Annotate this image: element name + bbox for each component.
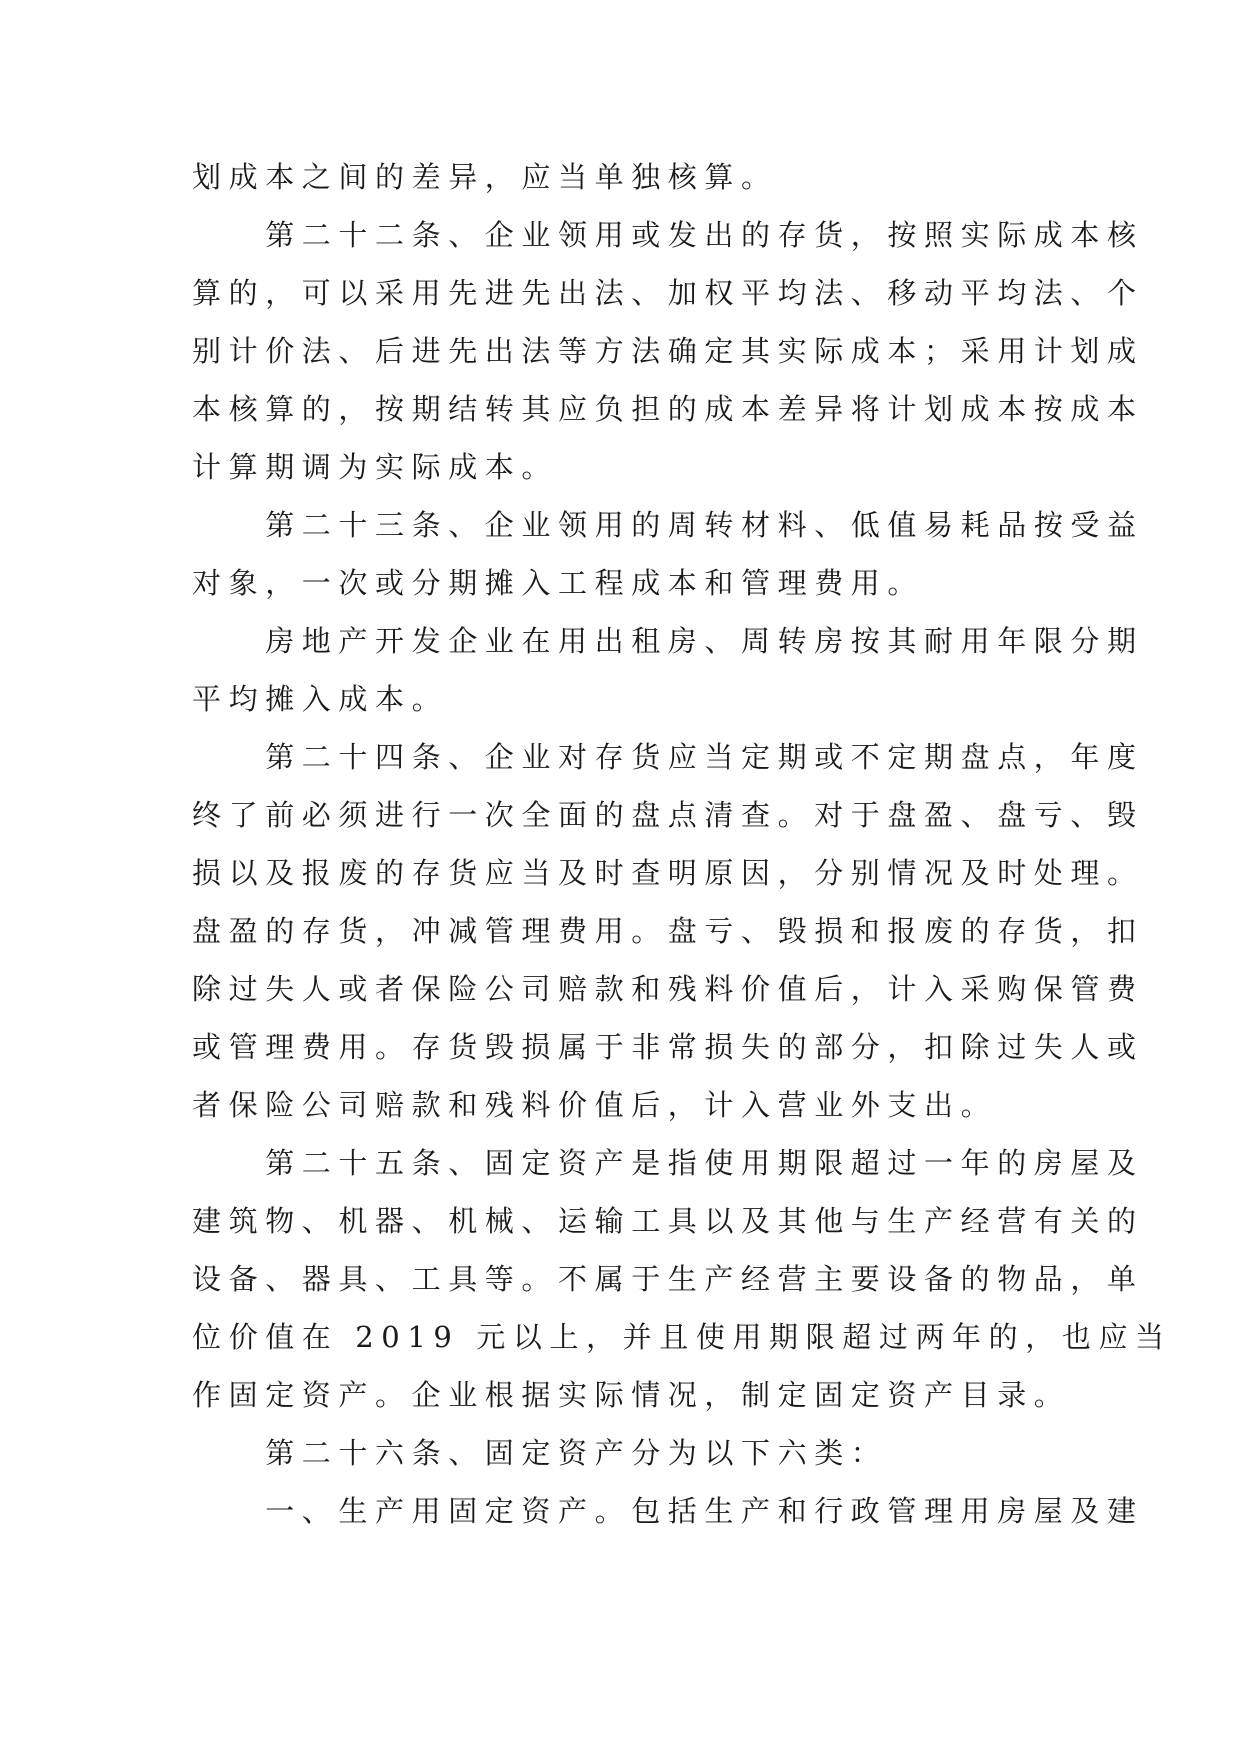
text-line: 平均摊入成本。	[192, 682, 449, 716]
text-line: 盘盈的存货，冲减管理费用。盘亏、毁损和报废的存货，扣	[192, 914, 1144, 948]
text-line: 算的，可以采用先进先出法、加权平均法、移动平均法、个	[192, 276, 1144, 310]
text-line: 建筑物、机器、机械、运输工具以及其他与生产经营有关的	[192, 1204, 1144, 1238]
text-line: 终了前必须进行一次全面的盘点清查。对于盘盈、盘亏、毁	[192, 798, 1144, 832]
text-line: 计算期调为实际成本。	[192, 450, 559, 484]
text-line: 第二十二条、企业领用或发出的存货，按照实际成本核	[192, 218, 1144, 252]
text-line: 第二十三条、企业领用的周转材料、低值易耗品按受益	[192, 508, 1144, 542]
text-line: 作固定资产。企业根据实际情况，制定固定资产目录。	[192, 1378, 1071, 1412]
text-line: 者保险公司赔款和残料价值后，计入营业外支出。	[192, 1088, 998, 1122]
text-line: 设备、器具、工具等。不属于生产经营主要设备的物品，单	[192, 1262, 1144, 1296]
text-line: 第二十六条、固定资产分为以下六类：	[192, 1436, 888, 1470]
text-line: 第二十五条、固定资产是指使用期限超过一年的房屋及	[192, 1146, 1144, 1180]
text-line: 本核算的，按期结转其应负担的成本差异将计划成本按成本	[192, 392, 1144, 426]
text-line: 或管理费用。存货毁损属于非常损失的部分，扣除过失人或	[192, 1030, 1144, 1064]
text-line: 位价值在 2019 元以上，并且使用期限超过两年的，也应当	[192, 1320, 1172, 1354]
text-line: 别计价法、后进先出法等方法确定其实际成本；采用计划成	[192, 334, 1144, 368]
text-line: 对象，一次或分期摊入工程成本和管理费用。	[192, 566, 925, 600]
text-line: 一、生产用固定资产。包括生产和行政管理用房屋及建	[192, 1494, 1144, 1528]
text-line: 划成本之间的差异，应当单独核算。	[192, 160, 778, 194]
body-text	[192, 158, 1172, 1550]
text-line: 除过失人或者保险公司赔款和残料价值后，计入采购保管费	[192, 972, 1144, 1006]
text-line: 第二十四条、企业对存货应当定期或不定期盘点，年度	[192, 740, 1144, 774]
text-line: 房地产开发企业在用出租房、周转房按其耐用年限分期	[192, 624, 1144, 658]
text-line: 损以及报废的存货应当及时查明原因，分别情况及时处理。	[192, 856, 1144, 890]
